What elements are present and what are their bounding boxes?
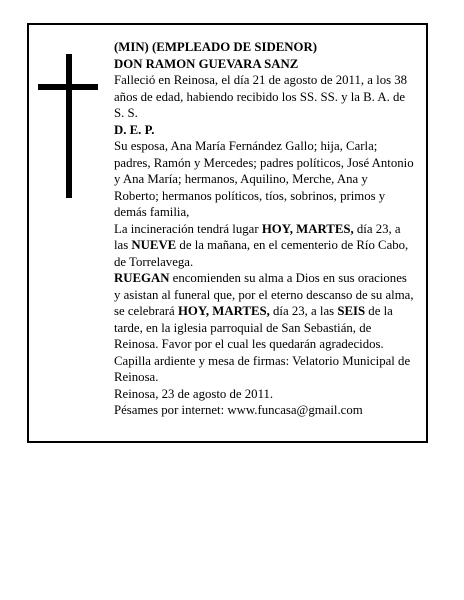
obituary-heading: (MIN) (EMPLEADO DE SIDENOR)	[114, 40, 317, 54]
cross-icon-vertical-bar	[66, 54, 72, 198]
place-and-date: Reinosa, 23 de agosto de 2011.	[114, 386, 274, 401]
rest-in-peace: D. E. P.	[114, 122, 155, 137]
obituary-text	[114, 39, 414, 419]
cremation-details: La incineración tendrá lugar HOY, MARTES, día 23, a las NUEVE de la mañana, en el cementerio de Río Cabo, de Torrelavega.	[114, 221, 409, 269]
family-list: Su esposa, Ana María Fernández Gallo; hija, Carla; padres, Ramón y Mercedes; padres políticos, José Antonio y Ana María; hermanos, Aquilino, Merche, Ana y Roberto; hermanos políticos, tíos, sobrinos, primos y demás familia,	[114, 139, 414, 219]
cross-icon-horizontal-bar	[38, 84, 98, 90]
death-details: Falleció en Reinosa, el día 21 de agosto de 2011, a los 38 años de edad, habiendo recibido los SS. SS. y la B. A. de S. S.	[114, 73, 408, 120]
funeral-details: RUEGAN encomienden su alma a Dios en sus oraciones y asistan al funeral que, por el eterno descanso de su alma, se celebrará HOY, MARTES, día 23, a las SEIS de la tarde, en la iglesia parroquial de San Sebastián, de Reinosa. Favor por el cual les quedarán agradecidos. Capilla ardiente y mesa de firmas: Velatorio Municipal de Reinosa.	[114, 271, 414, 384]
deceased-name: DON RAMON GUEVARA SANZ	[114, 56, 299, 71]
condolences-contact: Pésames por internet: www.funcasa@gmail.com	[114, 403, 363, 417]
